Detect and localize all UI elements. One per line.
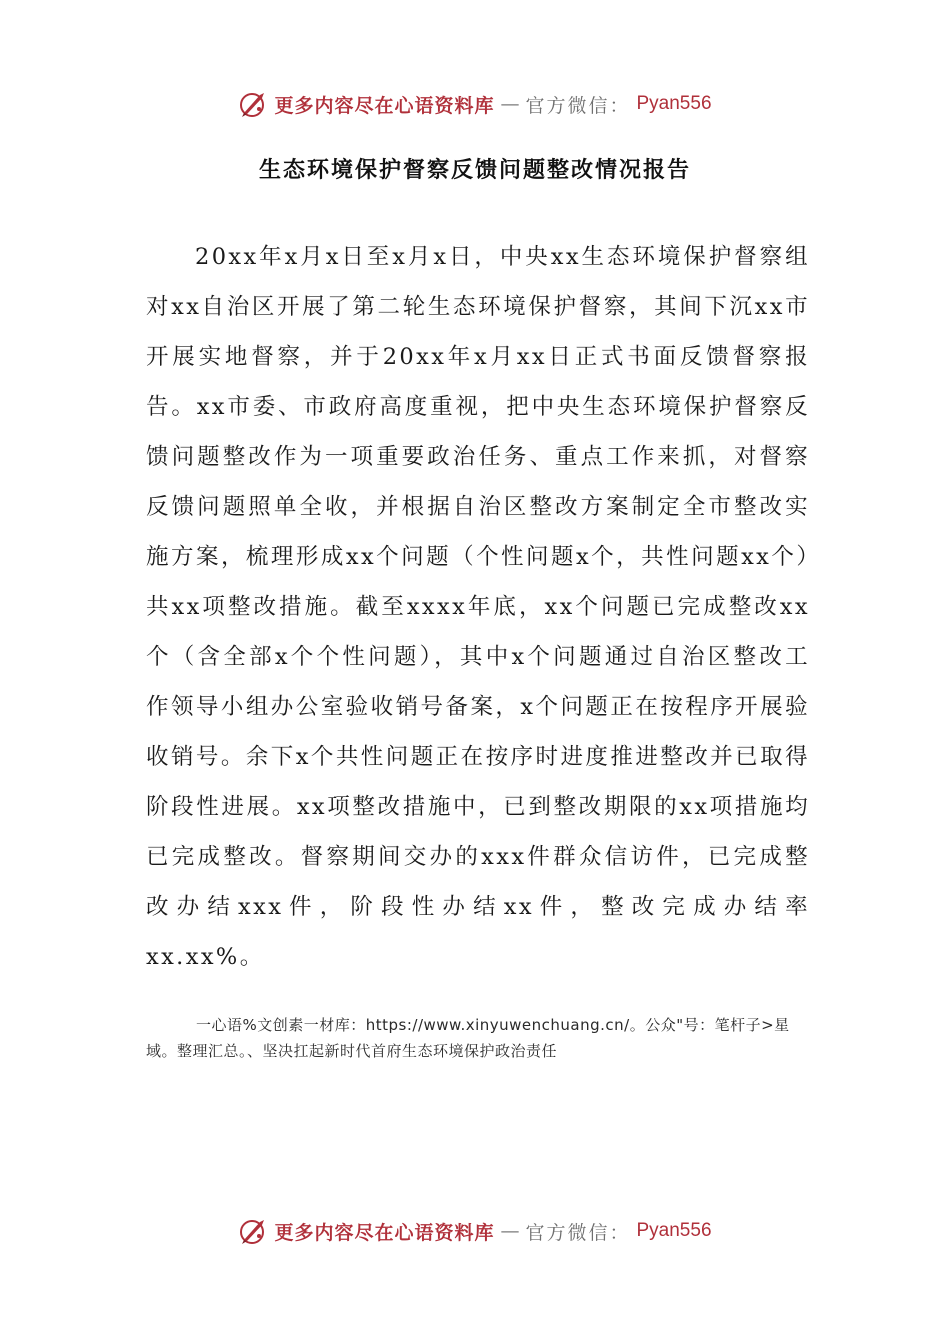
watermark-wechat-id: Pyan556 xyxy=(636,1220,712,1241)
watermark-text: 更多内容尽在心语资料库 xyxy=(274,1221,495,1244)
watermark-text: 更多内容尽在心语资料库 xyxy=(274,94,495,117)
watermark-dash: — xyxy=(500,1220,520,1242)
source-footnote: 一心语%文创素一材库：https://www.xinyuwenchuang.cn/。公众"号：笔杆子>星域。整理汇总。、坚决扛起新时代首府生态环境保护政治责任 xyxy=(146,1016,790,1060)
watermark-official-label: 官方微信： xyxy=(525,94,631,117)
quill-pen-logo-icon xyxy=(238,1216,268,1246)
header-watermark xyxy=(0,84,950,124)
watermark-wechat-id: Pyan556 xyxy=(636,93,712,114)
watermark-dash: — xyxy=(500,93,520,115)
footer-watermark xyxy=(0,1211,950,1251)
watermark-official-label: 官方微信： xyxy=(525,1221,631,1244)
document-title: 生态环境保护督察反馈问题整改情况报告 xyxy=(258,157,691,183)
quill-pen-logo-icon xyxy=(238,89,268,119)
body-paragraph: 20xx年x月x日至x月x日，中央xx生态环境保护督察组对xx自治区开展了第二轮生态环境保护督察，其间下沉xx市开展实地督察，并于20xx年x月xx日正式书面反馈督察报告。xx市委、市政府高度重视，把中央生态环境保护督察反馈问题整改作为一项重要政治任务、重点工作来抓，对督察反馈问题照单全收，并根据自治区整改方案制定全市整改实施方案，梳理形成xx个问题（个性问题x个，共性问题xx个）共xx项整改措施。截至xxxx年底，xx个问题已完成整改xx个（含全部x个个性问题），其中x个问题通过自治区整改工作领导小组办公室验收销号备案，x个问题正在按程序开展验收销号。余下x个共性问题正在按序时进度推进整改并已取得阶段性进展。xx项整改措施中，已到整改期限的xx项措施均已完成整改。督察期间交办的xxx件群众信访件，已完成整改办结xxx件，阶段性办结xx件，整改完成办结率xx.xx%。 xyxy=(146,244,810,970)
